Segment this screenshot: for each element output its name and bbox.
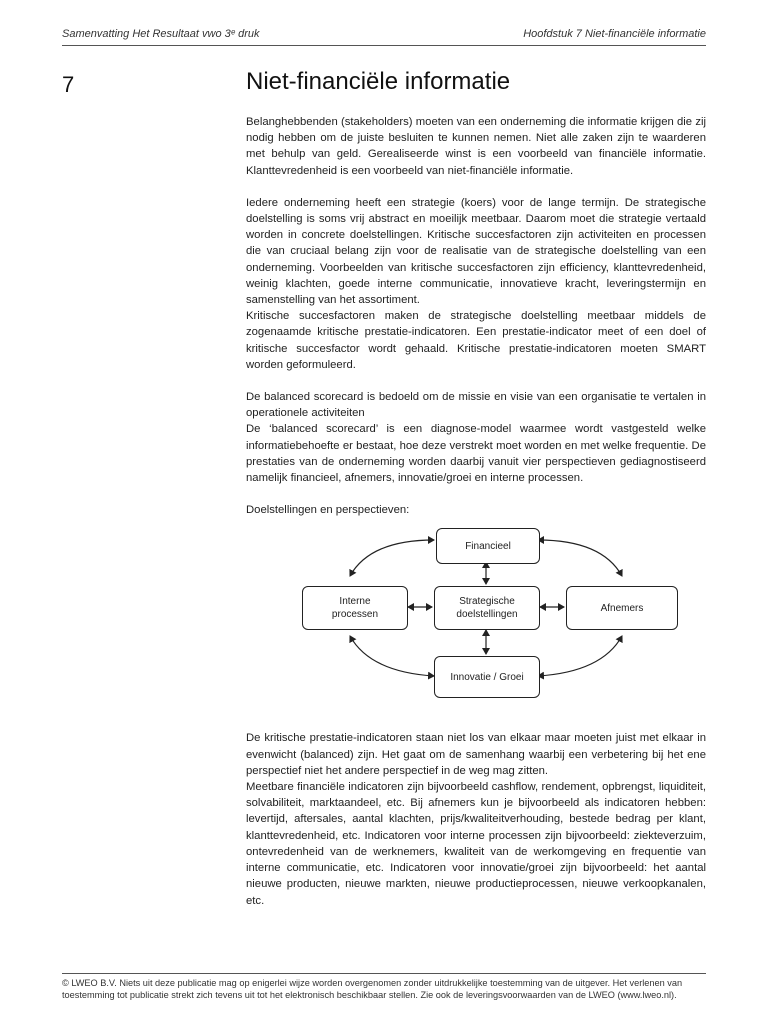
paragraph-scorecard-intro: De balanced scorecard is bedoeld om de missie en visie van een organisatie te vertalen in operationele activiteiten xyxy=(246,391,706,420)
paragraph-scorecard-model: De ‘balanced scorecard’ is een diagnose-model waarmee wordt vastgesteld welke informatiebehoefte er bestaat, hoe deze verstrekt moet worden en met welke frequentie. De prestaties van de onderneming worden daarbij vanuit vier perspectieven gediagnostiseerd namelijk financieel, afnemers, innovatie/groei en interne processen. xyxy=(246,423,706,485)
header-book-title: Samenvatting Het Resultaat vwo 3ᵉ druk xyxy=(62,28,260,40)
box-innovatie-groei xyxy=(434,656,540,698)
paragraph-succesfactoren: Kritische succesfactoren maken de strategische doelstelling meetbaar middels de zogenaamde kritische prestatie-indicatoren. Een prestatie-indicator meet of een doel of kritische succesfactor wordt gehaald. Kritische prestatie-indicatoren moeten SMART worden geformuleerd. xyxy=(246,310,706,371)
label-afnemers: Afnemers xyxy=(600,602,644,614)
header-chapter-title: Hoofdstuk 7 Niet-financiële informatie xyxy=(523,28,706,40)
page-footer: © LWEO B.V. Niets uit deze publicatie mag op enigerlei wijze worden overgenomen zonder uitdrukkelijke toestemming van de uitgever. Het verlenen van toestemming tot publicatie strekt zich tevens uit tot het elektronisch beschikbaar stellen. Zie ook de leveringsvoorwaarden van de LWEO (www.lweo.nl). xyxy=(62,973,706,1001)
label-financieel: Financieel xyxy=(465,540,511,552)
chapter-number: 7 xyxy=(62,72,75,97)
paragraph-strategie: Iedere onderneming heeft een strategie (koers) voor de lange termijn. De strategische doelstelling is soms vrij abstract en moeilijk meetbaar. Daarom moet die strategie vertaald worden in concrete doelstellingen. Kritische succesfactoren zijn activiteiten en processen die van cruciaal belang zijn voor de realisatie van de strategische doelstelling van een onderneming. Voorbeelden van kritische succesfactoren zijn efficiency, klanttevredenheid, weinig klachten, goede interne communicatie, innovatieve kracht, leveringstermijn en samenstelling van het assortiment. xyxy=(246,196,706,307)
diagram-caption: Doelstellingen en perspectieven: xyxy=(246,504,410,517)
balanced-scorecard-diagram xyxy=(246,524,706,720)
label-innovatie-groei: Innovatie / Groei xyxy=(450,671,524,683)
box-financieel xyxy=(436,528,540,564)
label-strategische-doelstellingen: Strategische doelstellingen xyxy=(456,596,518,621)
box-afnemers xyxy=(566,586,678,630)
body-content xyxy=(246,114,706,909)
box-strategische-doelstellingen xyxy=(434,586,540,630)
paragraph-indicatoren: Meetbare financiële indicatoren zijn bijvoorbeeld cashflow, rendement, opbrengst, liquiditeit, solvabiliteit, marktaandeel, etc. Bij afnemers kun je bijvoorbeeld als indicatoren hebben: levertijd, aftersales, aantal klachten, prijs/kwaliteitverhouding, bestede bedrag per klant, klanttevredenheid, etc. Indicatoren voor interne processen zijn bijvoorbeeld: ziekteverzuim, ontevredenheid van de werknemers, kwaliteit van de werkomgeving en frequentie van interne communicatie, etc. Indicatoren voor innovatie/groei zijn bijvoorbeeld: het aantal nieuwe producten, nieuwe markten, nieuwe productieprocessen, nieuwe verkoopkanalen, etc. xyxy=(246,781,706,907)
page-header xyxy=(62,27,706,46)
chapter-title: Niet-financiële informatie xyxy=(246,68,511,95)
box-interne-processen xyxy=(302,586,408,630)
paragraph-stakeholders: Belanghebbenden (stakeholders) moeten van een onderneming die informatie krijgen die zij nodig hebben om de juiste besluiten te kunnen nemen. Niet alle zaken zijn te waarderen met behulp van geld. Gerealiseerde winst is een voorbeeld van financiële informatie. Klanttevredenheid is een voorbeeld van niet-financiële informatie. xyxy=(246,116,706,177)
label-interne-processen: Interne processen xyxy=(331,596,379,621)
paragraph-evenwicht: De kritische prestatie-indicatoren staan niet los van elkaar maar moeten juist met elkaar in evenwicht (balanced) zijn. Het gaat om de samenhang waarbij een verbetering bij het ene perspectief niet het andere perspectief in de weg mag zitten. xyxy=(246,732,706,777)
